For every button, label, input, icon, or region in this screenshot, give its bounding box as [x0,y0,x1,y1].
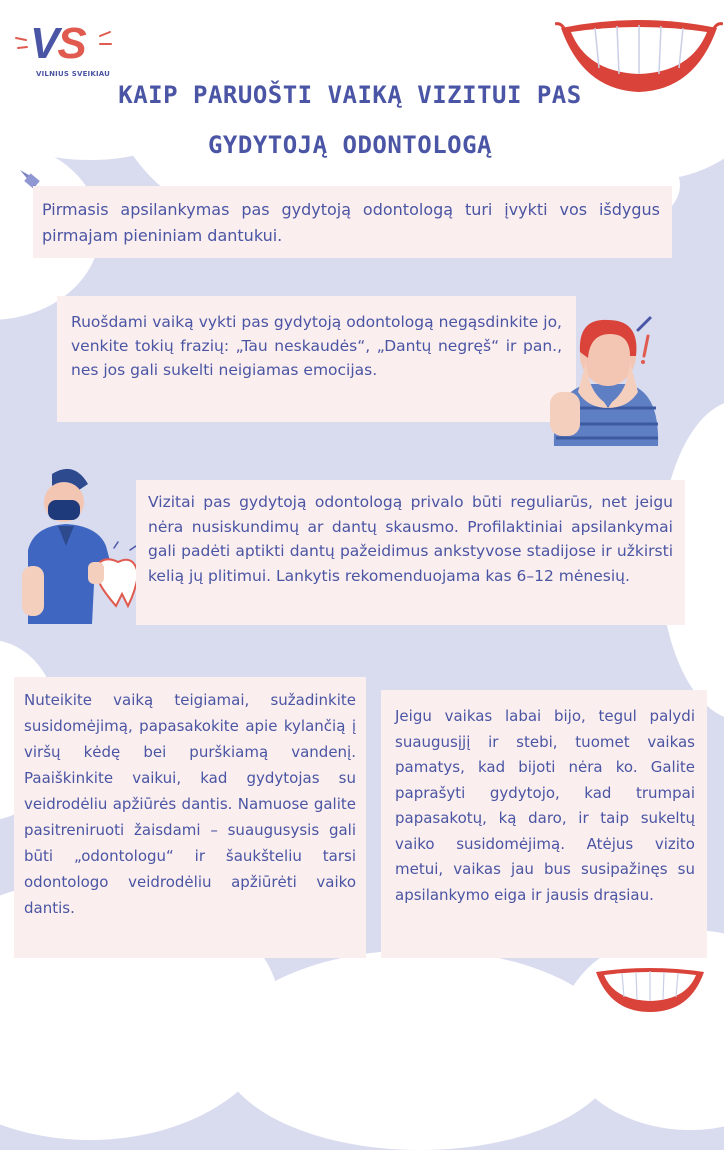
tip-box-1 [33,186,672,258]
tip-text: Ruošdami vaiką vykti pas gydytoją odontologą negąsdinkite jo, venkite tokių frazių: „Tau neskaudės“, „Dantų negręš“ ir pan., nes jos gali sukelti neigiamas emocijas. [71,313,562,379]
tip-text: Nuteikite vaiką teigiamai, sužadinkite susidomėjimą, papasakokite apie kylančią į viršų kėdę bei purškiamą vandenį. Paaiškinkite vaikui, kad gydytojas su veidrodėliu apžiūrės dantis. Namuose galite pasitreniruoti žaisdami – suaugusysis gali būti „odontologu“ ir šaukšteliu tarsi odontologo veidrodėliu apžiūrėti vaiko dantis. [24,691,356,917]
tip-box-4 [14,677,366,958]
title-line-1: KAIP PARUOŠTI VAIKĄ VIZITUI PAS [118,81,582,109]
tip-text: Vizitai pas gydytoją odontologą privalo būti reguliarūs, net jeigu nėra nusiskundimų ar dantų skausmo. Profilaktiniai apsilankymai gali padėti aptikti dantų pažeidimus ankstyvose stadijose ir užkirsti kelią jų plitimui. Lankytis rekomenduojama kas 6–12 mėnesių. [148,493,673,585]
background-blob [220,950,620,1150]
tip-text: Jeigu vaikas labai bijo, tegul palydi suaugusįjį ir stebi, tuomet vaikas pamatys, kad bijoti nėra ko. Galite paprašyti gydytojo, kad trumpai papasakotų, ką daro, ir taip sukeltų vaiko susidomėjimą. Atėjus vizito metui, vaikas jau bus susipažinęs su apsilankymo eiga ir jausis drąsiau. [395,707,695,904]
dentist-with-tooth-icon [18,466,146,624]
tip-box-2 [57,296,576,422]
tip-box-3 [136,480,685,625]
page-title [110,70,590,170]
tip-text: Pirmasis apsilankymas pas gydytoją odontologą turi įvykti vos išdygus pirmajam pieniniam dantukui. [42,200,660,245]
logo-mark: VS [30,19,85,68]
logo-subtitle: VILNIUS SVEIKIAU [36,70,111,78]
title-line-2: GYDYTOJĄ ODONTOLOGĄ [207,131,493,159]
smiling-mouth-icon [592,964,708,1014]
tip-box-5 [381,690,707,958]
vilnius-sveikiau-logo [14,18,114,78]
scared-child-icon [548,312,666,446]
